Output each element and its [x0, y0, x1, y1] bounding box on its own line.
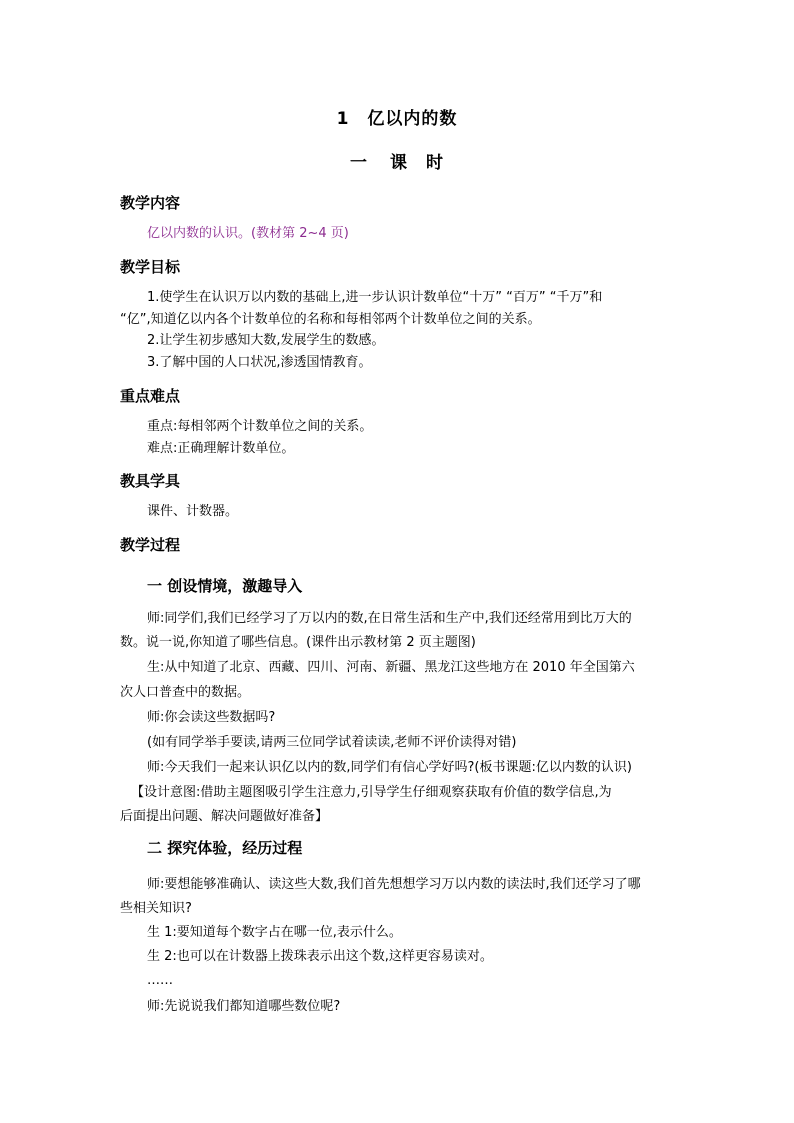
part2-para-1-line-1: 师:要想能够准确认、读这些大数,我们首先想想学习万以内数的读法时,我们还学习了哪: [147, 877, 641, 892]
teaching-content-text: 亿以内数的认识。(教材第 2~4 页): [147, 226, 349, 241]
part2-para-3: 生 2:也可以在计数器上拨珠表示出这个数,这样更容易读对。: [147, 949, 493, 964]
goal-1-line-2: “亿”,知道亿以内各个计数单位的名称和每相邻两个计数单位之间的关系。: [120, 312, 541, 327]
document-title: 1 亿以内的数: [336, 109, 458, 129]
part2-para-1-line-2: 些相关知识?: [120, 901, 192, 916]
design-intent-line-2: 后面提出问题、解决问题做好准备】: [120, 809, 329, 824]
subtitle-part-b: 课 时: [390, 153, 444, 173]
heading-teaching-process: 教学过程: [120, 536, 181, 554]
difficult-point: 难点:正确理解计数单位。: [147, 441, 295, 456]
heading-part-2: 二 探究体验，经历过程: [147, 839, 303, 857]
goal-2: 2.让学生初步感知大数,发展学生的数感。: [147, 333, 385, 348]
part1-para-1-line-1: 师:同学们,我们已经学习了万以内的数,在日常生活和生产中,我们还经常用到比万大的: [147, 611, 632, 626]
heading-teaching-tools: 教具学具: [120, 472, 181, 490]
part1-para-2-line-1: 生:从中知道了北京、西藏、四川、河南、新疆、黑龙江这些地方在 2010 年全国第六: [147, 660, 635, 675]
design-intent-line-1: 【设计意图:借助主题图吸引学生注意力,引导学生仔细观察获取有价值的数学信息,为: [131, 785, 612, 800]
part2-para-2: 生 1:要知道每个数字占在哪一位,表示什么。: [147, 925, 402, 940]
goal-3: 3.了解中国的人口状况,渗透国情教育。: [147, 355, 372, 370]
part1-para-4: (如有同学举手要读,请两三位同学试着读读,老师不评价读得对错): [147, 735, 517, 750]
key-point: 重点:每相邻两个计数单位之间的关系。: [147, 419, 373, 434]
subtitle-part-a: 一: [350, 153, 368, 173]
part2-para-4: 师:先说说我们都知道哪些数位呢?: [147, 999, 341, 1014]
goal-1-line-1: 1.使学生在认识万以内数的基础上,进一步认识计数单位“十万” “百万” “千万”和: [147, 290, 603, 305]
heading-key-points: 重点难点: [120, 387, 181, 405]
teaching-tools-text: 课件、计数器。: [147, 504, 239, 519]
part2-ellipsis: ……: [147, 973, 173, 988]
heading-part-1: 一 创设情境，激趣导入: [147, 577, 303, 595]
part1-para-2-line-2: 次人口普查中的数据。: [120, 685, 251, 700]
part1-para-5: 师:今天我们一起来认识亿以内的数,同学们有信心学好吗?(板书课题:亿以内数的认识): [147, 760, 632, 775]
part1-para-3: 师:你会读这些数据吗?: [147, 710, 276, 725]
document-subtitle: [0, 148, 794, 173]
heading-teaching-content: 教学内容: [120, 194, 181, 212]
heading-teaching-goals: 教学目标: [120, 258, 181, 276]
part1-para-1-line-2: 数。说一说,你知道了哪些信息。(课件出示教材第 2 页主题图): [120, 635, 476, 650]
